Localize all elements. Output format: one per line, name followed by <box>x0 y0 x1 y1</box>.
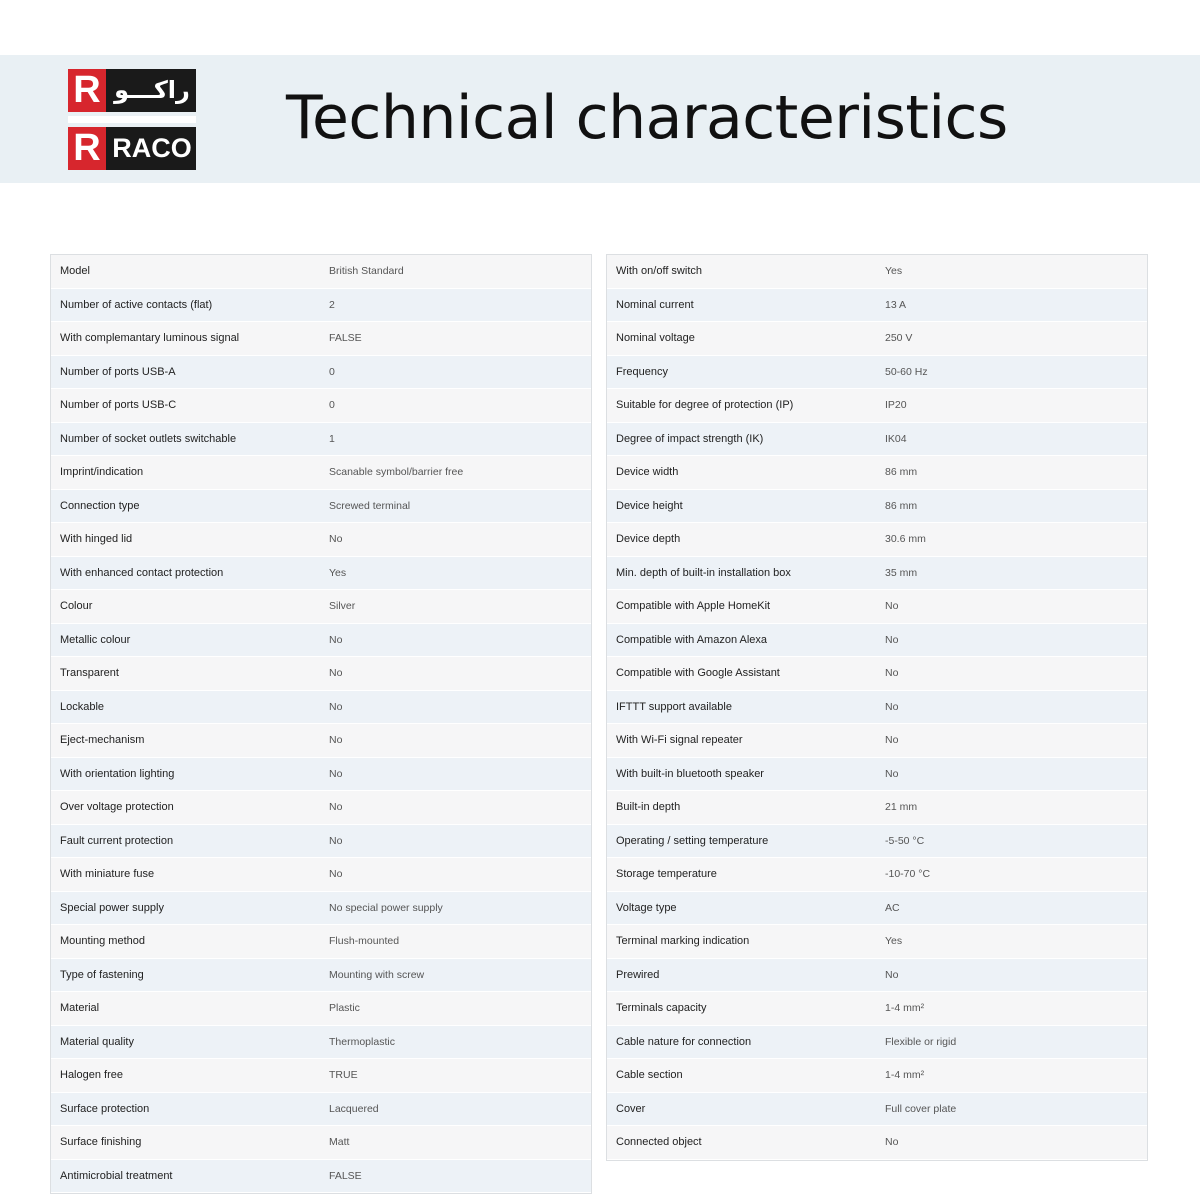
table-row <box>607 858 1147 892</box>
table-row <box>51 858 591 892</box>
spec-label: With Wi-Fi signal repeater <box>616 734 743 747</box>
spec-value: No <box>329 533 343 546</box>
table-row <box>607 255 1147 289</box>
table-row <box>51 1126 591 1160</box>
spec-label: Transparent <box>60 667 119 680</box>
spec-value: 86 mm <box>885 499 918 512</box>
spec-value: No special power supply <box>329 901 443 914</box>
spec-label: Number of ports USB-A <box>60 365 176 378</box>
table-row <box>607 657 1147 691</box>
spec-value: No <box>329 633 343 646</box>
spec-label: Compatible with Google Assistant <box>616 667 780 680</box>
logo-arabic-text: راكـــو <box>114 76 190 104</box>
spec-value: No <box>885 633 899 646</box>
table-row <box>607 1126 1147 1160</box>
table-row <box>51 724 591 758</box>
spec-table-left <box>50 254 592 1194</box>
spec-label: With complemantary luminous signal <box>60 332 240 345</box>
spec-label: Connected object <box>616 1136 702 1149</box>
spec-value: 35 mm <box>885 566 918 579</box>
table-row <box>51 892 591 926</box>
spec-value: Silver <box>329 600 356 613</box>
spec-value: No <box>885 1136 899 1149</box>
spec-value: Matt <box>329 1136 350 1149</box>
table-row <box>51 1093 591 1127</box>
table-row <box>607 992 1147 1026</box>
spec-label: Frequency <box>616 365 668 378</box>
spec-label: Built-in depth <box>616 801 681 814</box>
spec-value: Lacquered <box>329 1102 379 1115</box>
spec-value: No <box>329 734 343 747</box>
spec-label: Prewired <box>616 968 660 981</box>
spec-label: Metallic colour <box>60 633 131 646</box>
table-row <box>607 456 1147 490</box>
spec-value: 0 <box>329 399 335 412</box>
table-row <box>51 389 591 423</box>
spec-value: No <box>885 734 899 747</box>
spec-label: With hinged lid <box>60 533 133 546</box>
spec-value: -5-50 °C <box>885 834 925 847</box>
spec-label: Eject-mechanism <box>60 734 145 747</box>
spec-value: 30.6 mm <box>885 533 926 546</box>
spec-label: Operating / setting temperature <box>616 834 769 847</box>
spec-value: No <box>885 700 899 713</box>
table-row <box>51 322 591 356</box>
table-row <box>51 791 591 825</box>
spec-value: 1-4 mm² <box>885 1069 925 1082</box>
spec-value: British Standard <box>329 265 404 278</box>
table-row <box>607 724 1147 758</box>
table-row <box>51 523 591 557</box>
spec-label: Colour <box>60 600 93 613</box>
table-row <box>51 590 591 624</box>
logo-arabic-block <box>68 69 196 112</box>
spec-label: Material quality <box>60 1035 134 1048</box>
spec-label: Surface finishing <box>60 1136 142 1149</box>
spec-value: -10-70 °C <box>885 868 931 881</box>
spec-label: Cable nature for connection <box>616 1035 752 1048</box>
spec-label: Min. depth of built-in installation box <box>616 566 791 579</box>
table-row <box>51 758 591 792</box>
spec-value: 250 V <box>885 332 913 345</box>
spec-value: No <box>329 667 343 680</box>
spec-label: With orientation lighting <box>60 767 175 780</box>
spec-label: Mounting method <box>60 935 145 948</box>
spec-value: Yes <box>885 935 903 948</box>
spec-value: Full cover plate <box>885 1102 957 1115</box>
spec-value: No <box>885 968 899 981</box>
table-row <box>607 892 1147 926</box>
table-row <box>51 1160 591 1194</box>
spec-value: No <box>329 868 343 881</box>
spec-label: Antimicrobial treatment <box>60 1169 173 1182</box>
page-title: Technical characteristics <box>286 83 1008 153</box>
raco-logo <box>68 69 196 171</box>
table-row <box>607 356 1147 390</box>
spec-label: Lockable <box>60 700 105 713</box>
table-row <box>607 959 1147 993</box>
logo-r-mark: R <box>68 127 106 170</box>
table-row <box>607 557 1147 591</box>
spec-label: Imprint/indication <box>60 466 144 479</box>
table-row <box>607 490 1147 524</box>
spec-value: Flush-mounted <box>329 935 400 948</box>
spec-value: AC <box>885 901 900 914</box>
spec-label: With enhanced contact protection <box>60 566 224 579</box>
table-row <box>607 791 1147 825</box>
table-row <box>607 389 1147 423</box>
spec-value: 13 A <box>885 298 907 311</box>
table-row <box>607 1093 1147 1127</box>
spec-value: No <box>329 767 343 780</box>
table-row <box>51 289 591 323</box>
table-row <box>51 456 591 490</box>
spec-label: Number of active contacts (flat) <box>60 298 213 311</box>
table-row <box>51 423 591 457</box>
spec-label: Nominal current <box>616 298 694 311</box>
logo-latin-block <box>68 127 196 170</box>
table-row <box>51 1059 591 1093</box>
spec-value: Yes <box>329 566 347 579</box>
spec-label: Terminals capacity <box>616 1002 707 1015</box>
spec-value: FALSE <box>329 1169 362 1182</box>
table-row <box>51 255 591 289</box>
spec-label: Device height <box>616 499 683 512</box>
table-row <box>607 758 1147 792</box>
spec-value: 1-4 mm² <box>885 1002 925 1015</box>
table-row <box>51 557 591 591</box>
table-row <box>607 925 1147 959</box>
table-row <box>607 1059 1147 1093</box>
spec-label: Number of ports USB-C <box>60 399 177 412</box>
spec-label: With miniature fuse <box>60 868 155 881</box>
spec-value: No <box>329 834 343 847</box>
table-row <box>51 356 591 390</box>
spec-label: IFTTT support available <box>616 700 732 713</box>
spec-value: No <box>329 801 343 814</box>
spec-label: Halogen free <box>60 1069 123 1082</box>
spec-value: No <box>885 767 899 780</box>
spec-label: Nominal voltage <box>616 332 695 345</box>
spec-label: Over voltage protection <box>60 801 174 814</box>
table-row <box>51 490 591 524</box>
spec-label: Material <box>60 1002 100 1015</box>
spec-value: 50-60 Hz <box>885 365 928 378</box>
spec-value: Scanable symbol/barrier free <box>329 466 464 479</box>
table-row <box>607 825 1147 859</box>
spec-label: Storage temperature <box>616 868 717 881</box>
table-row <box>51 1026 591 1060</box>
spec-value: IP20 <box>885 399 907 412</box>
table-row <box>51 691 591 725</box>
spec-value: TRUE <box>329 1069 358 1082</box>
spec-value: Yes <box>885 265 903 278</box>
table-row <box>607 322 1147 356</box>
logo-r-mark: R <box>68 69 106 112</box>
spec-label: Number of socket outlets switchable <box>60 432 237 445</box>
table-row <box>607 590 1147 624</box>
table-row <box>51 657 591 691</box>
spec-label: Type of fastening <box>60 968 144 981</box>
table-row <box>607 624 1147 658</box>
spec-value: Thermoplastic <box>329 1035 395 1048</box>
spec-label: Degree of impact strength (IK) <box>616 432 764 445</box>
spec-label: With built-in bluetooth speaker <box>616 767 764 780</box>
table-row <box>607 289 1147 323</box>
spec-value: 1 <box>329 432 335 445</box>
spec-value: 86 mm <box>885 466 918 479</box>
table-row <box>607 691 1147 725</box>
spec-label: Surface protection <box>60 1102 150 1115</box>
spec-label: Cover <box>616 1102 646 1115</box>
spec-value: Screwed terminal <box>329 499 411 512</box>
spec-label: Device width <box>616 466 679 479</box>
table-row <box>607 423 1147 457</box>
table-row <box>51 959 591 993</box>
spec-value: No <box>885 667 899 680</box>
spec-label: Voltage type <box>616 901 677 914</box>
table-row <box>607 1026 1147 1060</box>
spec-table-right <box>606 254 1148 1161</box>
spec-value: Flexible or rigid <box>885 1035 957 1048</box>
spec-label: Model <box>60 265 90 278</box>
spec-label: With on/off switch <box>616 265 702 278</box>
spec-value: 2 <box>329 298 335 311</box>
table-row <box>51 992 591 1026</box>
spec-label: Connection type <box>60 499 140 512</box>
spec-value: Mounting with screw <box>329 968 425 981</box>
table-row <box>51 825 591 859</box>
spec-label: Device depth <box>616 533 681 546</box>
spec-value: IK04 <box>885 432 907 445</box>
spec-label: Terminal marking indication <box>616 935 750 948</box>
table-row <box>51 925 591 959</box>
table-row <box>51 624 591 658</box>
spec-value: FALSE <box>329 332 362 345</box>
spec-label: Suitable for degree of protection (IP) <box>616 399 794 412</box>
spec-label: Compatible with Amazon Alexa <box>616 633 768 646</box>
spec-label: Cable section <box>616 1069 683 1082</box>
spec-label: Fault current protection <box>60 834 174 847</box>
spec-label: Special power supply <box>60 901 164 914</box>
spec-value: No <box>329 700 343 713</box>
spec-value: No <box>885 600 899 613</box>
table-row <box>607 523 1147 557</box>
logo-latin-text: RACO <box>112 133 192 163</box>
spec-label: Compatible with Apple HomeKit <box>616 600 771 613</box>
spec-value: 21 mm <box>885 801 918 814</box>
spec-value: 0 <box>329 365 335 378</box>
spec-value: Plastic <box>329 1002 360 1015</box>
logo-divider <box>68 116 196 123</box>
